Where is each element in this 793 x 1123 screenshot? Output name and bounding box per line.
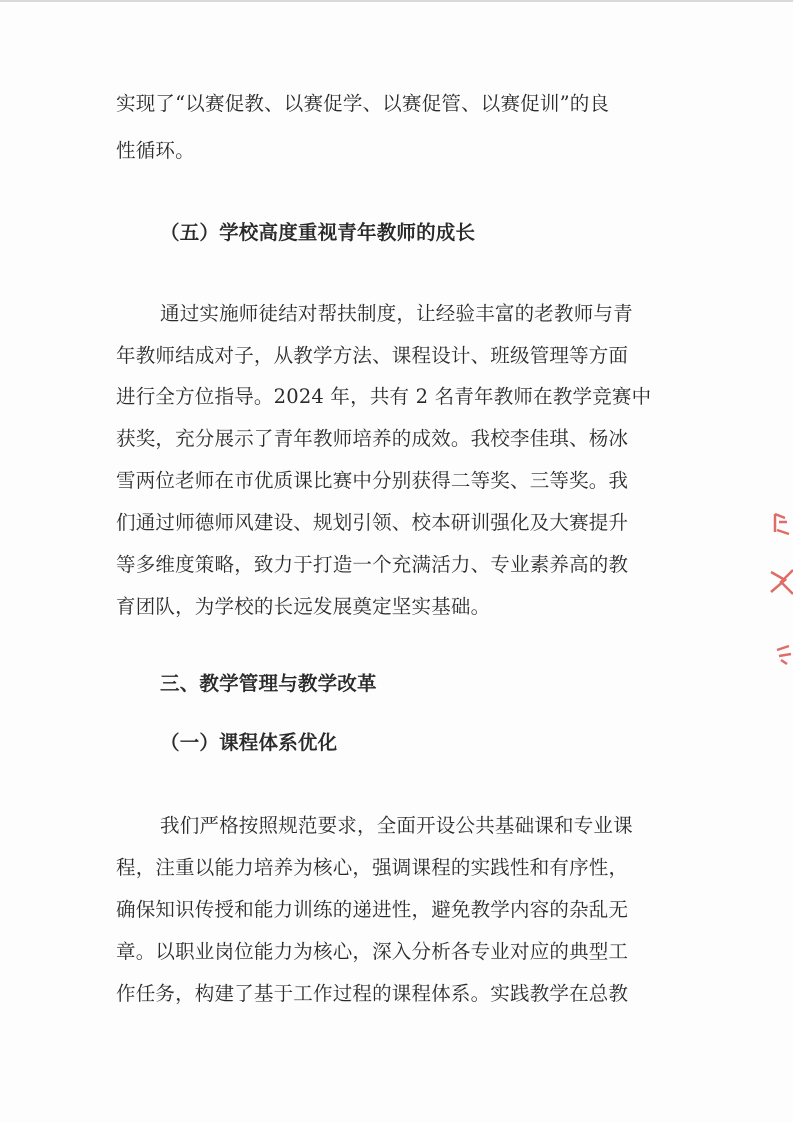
paragraph-2-line-5: 雪两位老师在市优质课比赛中分别获得二等奖、三等奖。我 (116, 469, 629, 492)
paragraph-2-line-2: 年教师结成对子，从教学方法、课程设计、班级管理等方面 (116, 344, 629, 367)
red-seal-partial-icon (763, 500, 793, 675)
paragraph-3-line-4: 章。以职业岗位能力为核心，深入分析各专业对应的典型工 (116, 940, 629, 963)
paragraph-3-line-2: 程，注重以能力培养为核心，强调课程的实践性和有序性， (116, 856, 629, 879)
paragraph-2-line-7: 等多维度策略，致力于打造一个充满活力、专业素养高的教 (116, 553, 629, 576)
paragraph-3-line-1: 我们严格按照规范要求，全面开设公共基础课和专业课 (160, 814, 633, 837)
paragraph-3-line-3: 确保知识传授和能力训练的递进性，避免教学内容的杂乱无 (116, 898, 629, 921)
paragraph-1-line-2: 性循环。 (116, 139, 195, 162)
paragraph-2-line-8: 育团队，为学校的长远发展奠定坚实基础。 (116, 595, 491, 618)
section-heading-1: （一）课程体系优化 (160, 731, 338, 754)
section-3-title: 三、教学管理与教学改革 (160, 672, 377, 695)
section-heading-5: （五）学校高度重视青年教师的成长 (160, 221, 476, 244)
page-top-edge (0, 0, 793, 2)
paragraph-2-line-4: 获奖，充分展示了青年教师培养的成效。我校李佳琪、杨冰 (116, 427, 629, 450)
paragraph-2-line-3: 进行全方位指导。2024 年，共有 2 名青年教师在教学竞赛中 (116, 385, 652, 408)
paragraph-1-line-1: 实现了“以赛促教、以赛促学、以赛促管、以赛促训”的良 (116, 92, 610, 115)
paragraph-2-line-1: 通过实施师徒结对帮扶制度，让经验丰富的老教师与青 (160, 302, 633, 325)
paragraph-2-line-6: 们通过师德师风建设、规划引领、校本研训强化及大赛提升 (116, 511, 629, 534)
paragraph-3-line-5: 作任务，构建了基于工作过程的课程体系。实践教学在总教 (116, 982, 629, 1005)
